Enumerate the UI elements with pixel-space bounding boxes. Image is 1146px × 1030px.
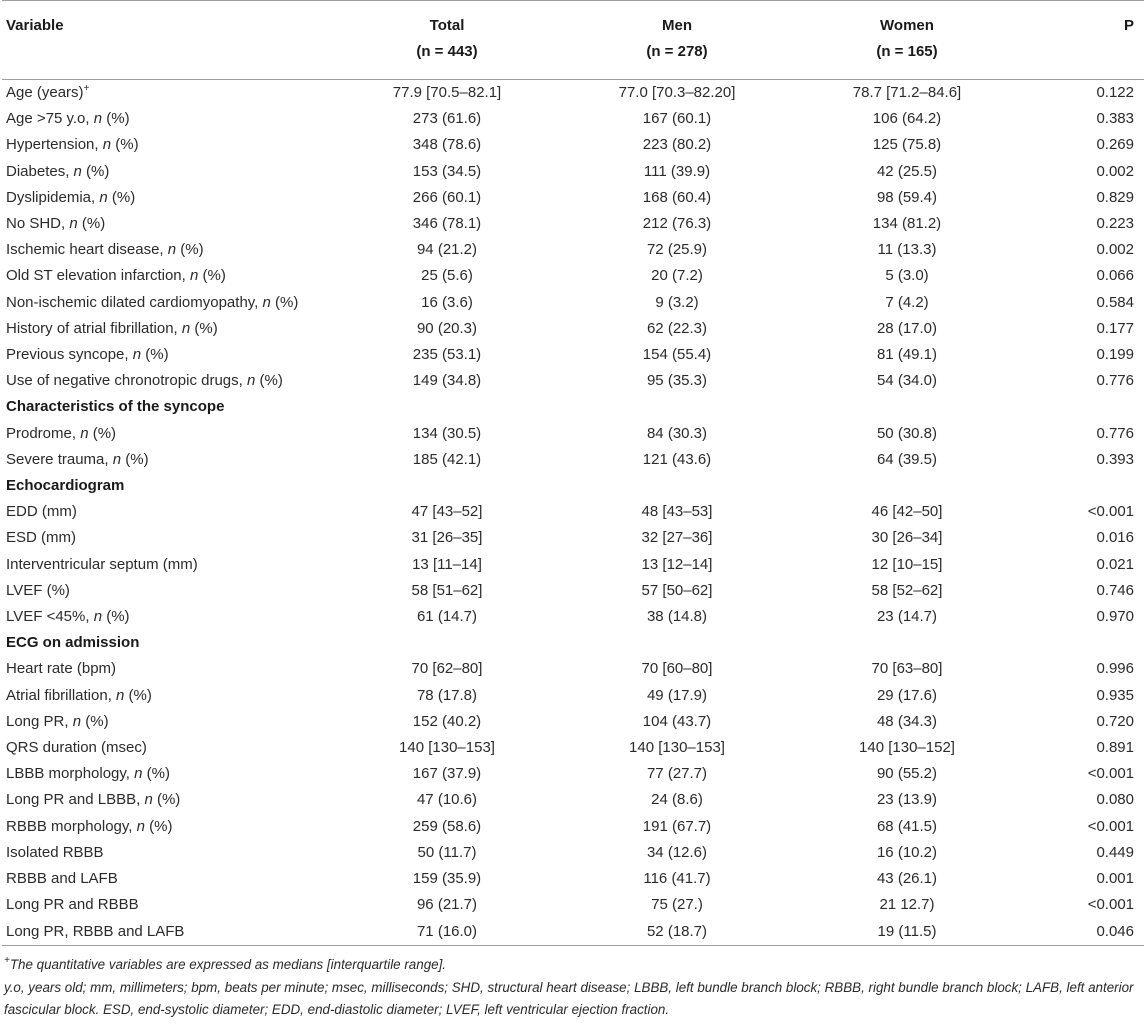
p-value-cell: 0.223 <box>1096 215 1134 233</box>
total-cell: 167 (37.9) <box>412 765 482 783</box>
women-cell: 78.7 [71.2–84.6] <box>852 84 962 101</box>
variable-cell <box>2 421 332 447</box>
n-symbol: n <box>102 136 112 154</box>
table-row <box>2 237 1144 263</box>
men-cell: 32 [27–36] <box>641 529 713 547</box>
table-row <box>2 656 1144 682</box>
n-symbol: n <box>112 450 122 468</box>
p-value-cell: 0.776 <box>1096 424 1134 442</box>
variable-label: EDD (mm) <box>6 503 77 521</box>
total-cell: 149 (34.8) <box>412 372 482 390</box>
table-row <box>2 342 1144 368</box>
section-header-row <box>2 394 1144 420</box>
men-cell: 52 (18.7) <box>562 919 792 946</box>
header-total-n: (n = 443) <box>416 43 478 60</box>
total-cell: 61 (14.7) <box>416 608 478 626</box>
variable-label: Ischemic heart disease, <box>6 241 164 259</box>
variable-cell <box>2 237 332 263</box>
variable-label: No SHD, <box>6 215 66 233</box>
women-cell: 134 (81.2) <box>872 215 942 233</box>
men-cell: 48 [43–53] <box>641 503 713 521</box>
p-value-cell: 0.449 <box>1096 843 1134 861</box>
women-cell: 64 (39.5) <box>876 450 938 468</box>
variable-cell <box>2 499 332 525</box>
men-cell: 84 (30.3) <box>646 424 708 442</box>
variable-label: Use of negative chronotropic drugs, <box>6 372 243 390</box>
table-body <box>2 80 1144 946</box>
percent-symbol: (%) <box>81 712 109 730</box>
p-value-cell: 0.122 <box>1096 84 1134 101</box>
header-p-label: P <box>1123 17 1134 34</box>
men-cell: 38 (14.8) <box>646 608 708 626</box>
variable-label: RBBB and LAFB <box>6 870 118 888</box>
total-cell: 346 (78.1) <box>412 215 482 233</box>
n-symbol: n <box>93 608 103 626</box>
n-symbol: n <box>134 765 143 783</box>
variable-cell <box>2 342 332 368</box>
variable-label: Old ST elevation infarction, <box>6 267 186 285</box>
total-cell: 266 (60.1) <box>412 188 482 206</box>
men-cell: 62 (22.3) <box>646 319 708 337</box>
total-cell: 47 (10.6) <box>416 791 478 809</box>
variable-cell <box>2 814 332 840</box>
variable-label: Long PR, <box>6 712 69 730</box>
header-women-label: Women <box>880 17 934 34</box>
footnote-quantitative <box>4 954 1142 977</box>
variable-label: History of atrial fibrillation, <box>6 319 178 337</box>
variable-cell <box>2 604 332 630</box>
table-row <box>2 578 1144 604</box>
variable-label: Severe trauma, <box>6 450 109 468</box>
table-row <box>2 814 1144 840</box>
variable-cell <box>2 80 332 107</box>
variable-label: LVEF (%) <box>6 581 70 599</box>
p-value-cell: 0.996 <box>1096 660 1134 678</box>
table-row <box>2 185 1144 211</box>
table-row <box>2 919 1144 946</box>
table-row <box>2 290 1144 316</box>
women-cell: 29 (17.6) <box>876 686 938 704</box>
men-cell: 20 (7.2) <box>651 267 703 285</box>
women-cell: 140 [130–152] <box>859 739 955 757</box>
variable-cell <box>2 368 332 394</box>
percent-symbol: (%) <box>88 424 117 442</box>
total-cell: 273 (61.6) <box>412 110 482 128</box>
p-value-cell: 0.002 <box>1096 241 1134 259</box>
header-total-label: Total <box>429 17 465 34</box>
women-cell: 43 (26.1) <box>876 870 938 888</box>
variable-label: ESD (mm) <box>6 529 76 547</box>
table-row <box>2 525 1144 551</box>
n-symbol: n <box>80 424 89 442</box>
total-cell: 90 (20.3) <box>416 319 478 337</box>
table-row <box>2 421 1144 447</box>
variable-cell <box>2 656 332 682</box>
women-cell: 58 [52–62] <box>871 581 943 599</box>
men-cell: 75 (27.) <box>651 896 703 914</box>
table-row <box>2 132 1144 158</box>
men-cell: 57 [50–62] <box>641 581 713 599</box>
table-row <box>2 316 1144 342</box>
n-symbol: n <box>144 791 153 809</box>
variable-label: QRS duration (msec) <box>6 739 147 757</box>
total-cell: 70 [62–80] <box>411 660 483 678</box>
percent-symbol: (%) <box>124 686 152 704</box>
p-value-cell: 0.016 <box>1096 529 1134 547</box>
men-cell: 70 [60–80] <box>641 660 713 678</box>
women-cell: 28 (17.0) <box>876 319 938 337</box>
men-cell: 77 (27.7) <box>646 765 708 783</box>
total-cell: 159 (35.9) <box>412 870 482 888</box>
n-symbol: n <box>72 712 82 730</box>
variable-cell <box>2 709 332 735</box>
women-cell: 68 (41.5) <box>876 817 938 835</box>
p-value-cell: 0.269 <box>1096 136 1134 154</box>
variable-cell <box>2 683 332 709</box>
percent-symbol: (%) <box>190 319 218 337</box>
women-cell: 23 (14.7) <box>876 608 938 626</box>
variable-cell <box>2 290 332 316</box>
section-header-row <box>2 630 1144 656</box>
total-cell: 134 (30.5) <box>412 424 482 442</box>
table-row <box>2 761 1144 787</box>
variable-label: RBBB morphology, <box>6 817 133 835</box>
women-cell: 125 (75.8) <box>872 136 942 154</box>
women-cell: 42 (25.5) <box>876 162 938 180</box>
p-value-cell: <0.001 <box>1087 765 1134 783</box>
total-cell: 94 (21.2) <box>416 241 478 259</box>
men-cell: 72 (25.9) <box>646 241 708 259</box>
table-row <box>2 211 1144 237</box>
total-cell: 31 [26–35] <box>411 529 483 547</box>
percent-symbol: (%) <box>198 267 226 285</box>
women-cell: 48 (34.3) <box>876 712 938 730</box>
p-value-cell: <0.001 <box>1087 896 1134 914</box>
variable-cell <box>2 840 332 866</box>
men-cell: 154 (55.4) <box>642 346 712 364</box>
n-symbol: n <box>132 346 142 364</box>
women-cell: 7 (4.2) <box>885 293 929 311</box>
header-women-n: (n = 165) <box>876 43 938 60</box>
variable-label: Previous syncope, <box>6 346 129 364</box>
table-row <box>2 735 1144 761</box>
total-cell: 153 (34.5) <box>412 162 482 180</box>
header-p-value <box>1022 1 1144 80</box>
p-value-cell: 0.177 <box>1096 319 1134 337</box>
total-cell: 348 (78.6) <box>412 136 482 154</box>
percent-symbol: (%) <box>77 215 106 233</box>
n-symbol: n <box>73 162 82 180</box>
men-cell: 116 (41.7) <box>643 870 711 888</box>
women-cell: 54 (34.0) <box>876 372 938 390</box>
women-cell: 19 (11.5) <box>792 919 1022 946</box>
p-value-cell: 0.046 <box>1022 919 1144 946</box>
total-cell: 16 (3.6) <box>421 293 473 311</box>
table-row <box>2 683 1144 709</box>
header-total <box>332 1 562 80</box>
men-cell: 111 (39.9) <box>643 162 711 180</box>
section-title: ECG on admission <box>6 634 140 652</box>
percent-symbol: (%) <box>142 765 170 783</box>
p-value-cell: <0.001 <box>1087 817 1134 835</box>
women-cell: 23 (13.9) <box>876 791 938 809</box>
variable-cell <box>2 132 332 158</box>
men-cell: 34 (12.6) <box>646 843 708 861</box>
p-value-cell: 0.829 <box>1096 188 1134 206</box>
men-cell: 13 [12–14] <box>641 555 713 573</box>
variable-cell <box>2 552 332 578</box>
variable-label: Atrial fibrillation, <box>6 686 112 704</box>
women-cell: 90 (55.2) <box>876 765 938 783</box>
n-symbol: n <box>181 319 191 337</box>
variable-cell <box>2 447 332 473</box>
n-symbol: n <box>190 267 199 285</box>
women-cell: 5 (3.0) <box>885 267 929 285</box>
p-value-cell: <0.001 <box>1087 503 1134 521</box>
men-cell: 140 [130–153] <box>629 739 725 757</box>
variable-label: Dyslipidemia, <box>6 188 96 206</box>
women-cell: 81 (49.1) <box>876 346 938 364</box>
variable-label: Prodrome, <box>6 424 77 442</box>
variable-cell <box>2 185 332 211</box>
n-symbol: n <box>93 110 103 128</box>
women-cell: 50 (30.8) <box>876 424 938 442</box>
variable-label: Interventricular septum (mm) <box>6 555 198 573</box>
percent-symbol: (%) <box>102 608 130 626</box>
p-value-cell: 0.720 <box>1096 712 1134 730</box>
header-men <box>562 1 792 80</box>
percent-symbol: (%) <box>81 162 110 180</box>
variable-cell <box>2 787 332 813</box>
variable-label: Age (years) <box>6 84 84 101</box>
table-footnotes <box>4 954 1142 1022</box>
variable-label: Isolated RBBB <box>6 843 104 861</box>
n-symbol: n <box>69 215 78 233</box>
header-variable <box>2 1 332 80</box>
percent-symbol: (%) <box>107 188 136 206</box>
women-cell: 46 [42–50] <box>871 503 943 521</box>
header-variable-label: Variable <box>6 17 64 34</box>
men-cell: 95 (35.3) <box>646 372 708 390</box>
total-cell: 259 (58.6) <box>412 817 482 835</box>
variable-label: LBBB morphology, <box>6 765 130 783</box>
men-cell: 104 (43.7) <box>642 712 712 730</box>
total-cell: 78 (17.8) <box>416 686 478 704</box>
p-value-cell: 0.080 <box>1096 791 1134 809</box>
p-value-cell: 0.746 <box>1096 581 1134 599</box>
variable-cell <box>2 211 332 237</box>
total-cell: 25 (5.6) <box>421 267 473 285</box>
percent-symbol: (%) <box>152 791 181 809</box>
men-cell: 212 (76.3) <box>642 215 712 233</box>
variable-label: Long PR and RBBB <box>6 896 139 914</box>
p-value-cell: 0.584 <box>1096 293 1134 311</box>
men-cell: 121 (43.6) <box>642 450 712 468</box>
variable-label: Diabetes, <box>6 162 70 180</box>
footnote-abbreviations <box>4 977 1142 1022</box>
percent-symbol: (%) <box>255 372 283 390</box>
table-row <box>2 787 1144 813</box>
men-cell: 167 (60.1) <box>642 110 712 128</box>
baseline-characteristics-table <box>2 0 1144 946</box>
table-row <box>2 840 1144 866</box>
p-value-cell: 0.066 <box>1096 267 1134 285</box>
variable-label: Age >75 y.o, <box>6 110 90 128</box>
table-row <box>2 106 1144 132</box>
total-cell: 96 (21.7) <box>416 896 478 914</box>
percent-symbol: (%) <box>121 450 149 468</box>
variable-label: Long PR and LBBB, <box>6 791 141 809</box>
p-value-cell: 0.199 <box>1096 346 1134 364</box>
variable-cell <box>2 578 332 604</box>
section-title: Characteristics of the syncope <box>6 398 225 416</box>
p-value-cell: 0.383 <box>1096 110 1134 128</box>
total-cell: 77.9 [70.5–82.1] <box>392 84 502 101</box>
header-women <box>792 1 1022 80</box>
variable-cell <box>2 866 332 892</box>
table-header-row <box>2 1 1144 80</box>
variable-cell <box>2 316 332 342</box>
percent-symbol: (%) <box>176 241 204 259</box>
variable-cell <box>2 919 332 946</box>
variable-cell <box>2 735 332 761</box>
men-cell: 9 (3.2) <box>655 293 699 311</box>
variable-cell <box>2 525 332 551</box>
men-cell: 168 (60.4) <box>642 188 712 206</box>
footnote-reference: + <box>83 83 90 94</box>
women-cell: 70 [63–80] <box>871 660 943 678</box>
section-header-row <box>2 473 1144 499</box>
n-symbol: n <box>116 686 125 704</box>
variable-label: Non-ischemic dilated cardiomyopathy, <box>6 293 259 311</box>
p-value-cell: 0.970 <box>1096 608 1134 626</box>
men-cell: 24 (8.6) <box>651 791 703 809</box>
total-cell: 71 (16.0) <box>332 919 562 946</box>
men-cell: 49 (17.9) <box>646 686 708 704</box>
p-value-cell: 0.001 <box>1096 870 1134 888</box>
total-cell: 13 [11–14] <box>412 555 482 573</box>
women-cell: 30 [26–34] <box>871 529 943 547</box>
footnote-marker: + <box>4 955 10 966</box>
n-symbol: n <box>246 372 256 390</box>
header-men-n: (n = 278) <box>646 43 708 60</box>
percent-symbol: (%) <box>141 346 169 364</box>
women-cell: 21 12.7) <box>879 896 935 914</box>
table-row <box>2 604 1144 630</box>
variable-label: Hypertension, <box>6 136 99 154</box>
table-row <box>2 447 1144 473</box>
variable-cell <box>2 106 332 132</box>
table-row <box>2 80 1144 107</box>
variable-cell <box>2 761 332 787</box>
total-cell: 235 (53.1) <box>412 346 482 364</box>
table-row <box>2 159 1144 185</box>
section-title: Echocardiogram <box>6 477 125 495</box>
percent-symbol: (%) <box>102 110 130 128</box>
table-row <box>2 892 1144 918</box>
men-cell: 223 (80.2) <box>642 136 712 154</box>
table-row <box>2 866 1144 892</box>
total-cell: 50 (11.7) <box>417 843 477 861</box>
variable-cell <box>2 159 332 185</box>
p-value-cell: 0.002 <box>1096 162 1134 180</box>
p-value-cell: 0.393 <box>1096 450 1134 468</box>
p-value-cell: 0.776 <box>1096 372 1134 390</box>
footnote-line-2: y.o, years old; mm, millimeters; bpm, beats per minute; msec, milliseconds; SHD, structural heart disease; LBBB, left bundle branch block; RBBB, right bundle branch block; LAFB, left anterior fascicular block. ESD, end-systolic diameter; EDD, end-diastolic diameter; LVEF, left ventricular ejection fraction. <box>4 979 1134 1017</box>
p-value-cell: 0.935 <box>1096 686 1134 704</box>
n-symbol: n <box>99 188 108 206</box>
p-value-cell: 0.021 <box>1096 555 1134 573</box>
header-men-label: Men <box>662 17 692 34</box>
women-cell: 11 (13.3) <box>877 241 937 259</box>
percent-symbol: (%) <box>144 817 173 835</box>
women-cell: 106 (64.2) <box>872 110 942 128</box>
total-cell: 58 [51–62] <box>411 581 483 599</box>
table-row <box>2 552 1144 578</box>
variable-label: Long PR, RBBB and LAFB <box>6 922 185 940</box>
n-symbol: n <box>167 241 177 259</box>
men-cell: 77.0 [70.3–82.20] <box>618 84 736 101</box>
women-cell: 98 (59.4) <box>876 188 938 206</box>
table-row <box>2 263 1144 289</box>
table-row <box>2 709 1144 735</box>
percent-symbol: (%) <box>111 136 139 154</box>
table-row <box>2 368 1144 394</box>
p-value-cell: 0.891 <box>1096 739 1134 757</box>
variable-cell <box>2 892 332 918</box>
total-cell: 152 (40.2) <box>412 712 482 730</box>
women-cell: 16 (10.2) <box>876 843 938 861</box>
variable-label: Heart rate (bpm) <box>6 660 117 678</box>
percent-symbol: (%) <box>270 293 299 311</box>
women-cell: 12 [10–15] <box>871 555 943 573</box>
total-cell: 140 [130–153] <box>399 739 495 757</box>
footnote-line-1: The quantitative variables are expressed as medians [interquartile range]. <box>9 957 447 972</box>
n-symbol: n <box>136 817 145 835</box>
variable-label: LVEF <45%, <box>6 608 90 626</box>
n-symbol: n <box>262 293 271 311</box>
table-row <box>2 499 1144 525</box>
total-cell: 47 [43–52] <box>411 503 483 521</box>
variable-cell <box>2 263 332 289</box>
total-cell: 185 (42.1) <box>412 450 482 468</box>
men-cell: 191 (67.7) <box>642 817 712 835</box>
